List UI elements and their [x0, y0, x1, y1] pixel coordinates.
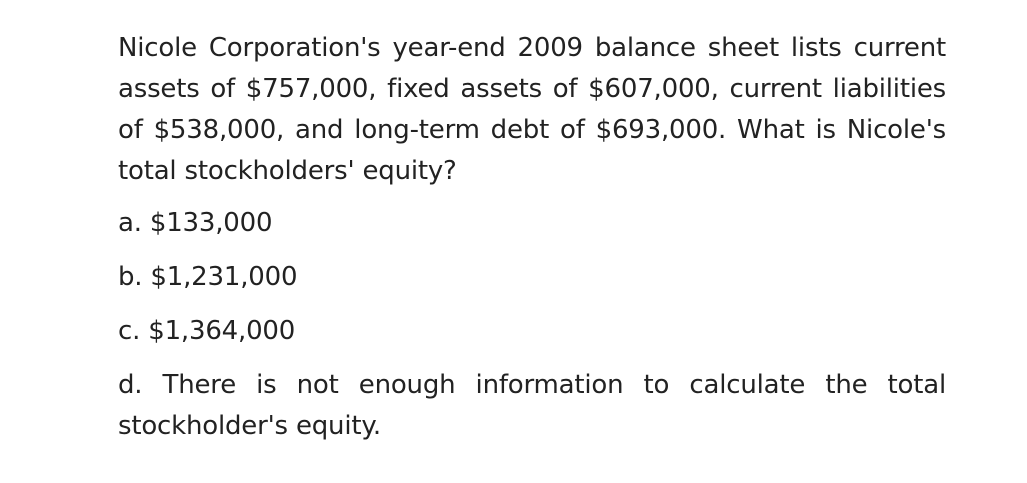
answer-option-b[interactable]: b. $1,231,000: [118, 262, 298, 292]
answer-option-d[interactable]: d. There is not enough information to calculate the total stockholder's equity.: [118, 370, 946, 441]
answer-option-a[interactable]: a. $133,000: [118, 208, 273, 238]
question-text: Nicole Corporation's year-end 2009 balance sheet lists current assets of $757,000, fixed assets of $607,000, current liabilities of $538,000, and long-term debt of $693,000. What is Nicole's total stockholders' equity?: [118, 33, 946, 186]
answer-options-list: [118, 203, 946, 447]
question-card: [118, 28, 946, 447]
answer-option-c[interactable]: c. $1,364,000: [118, 316, 296, 346]
